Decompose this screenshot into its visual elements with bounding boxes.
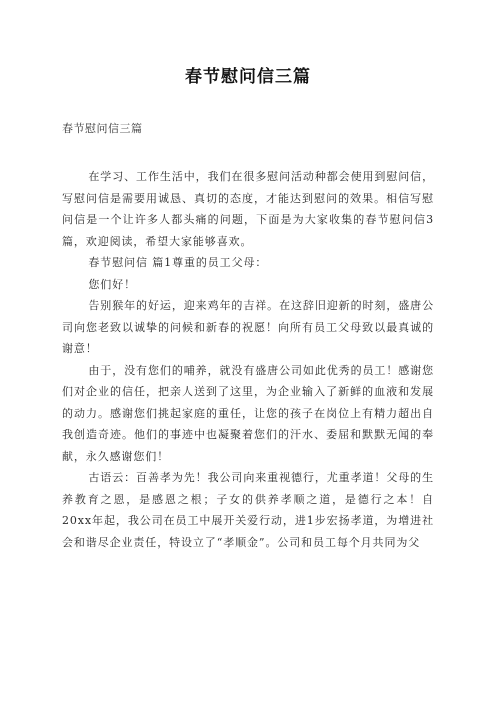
paragraph-new-year-wishes: 告别猴年的好运，迎来鸡年的吉祥。在这辞旧迎新的时刻，盛唐公司向您老致以诚挚的问候和新春的祝愿！向所有员工父母致以最真诚的谢意！: [62, 299, 434, 355]
paragraph-thanks: 由于，没有您们的哺养，就没有盛唐公司如此优秀的员工！感谢您们对企业的信任，把亲人送到了这里，为企业输入了新鲜的血液和发展的动力。感谢您们挑起家庭的重任，让您的孩子在岗位上有精力超出自我创造奇迹。他们的事迹中也凝聚着您们的汗水、委屈和默默无闻的奉献，永久感谢您们！: [62, 363, 434, 463]
paragraph-intro: 在学习、工作生活中，我们在很多慰问活动种都会使用到慰问信，写慰问信是需要用诚恳、真切的态度，才能达到慰问的效果。相信写慰问信是一个让许多人都头痛的问题，下面是为大家收集的春节慰问信3篇，欢迎阅读，希望大家能够喜欢。: [62, 170, 434, 248]
document-subtitle: 春节慰问信三篇: [62, 122, 143, 135]
document-body: [62, 166, 434, 553]
paragraph-greeting: 您们好！: [88, 277, 136, 291]
paragraph-letter-heading: 春节慰问信 篇1尊重的员工父母：: [88, 256, 268, 269]
document-title: 春节慰问信三篇: [185, 67, 311, 87]
paragraph-filial-piety: 古语云：百善孝为先！我公司向来重视德行，尤重孝道！父母的生养教育之恩，是感恩之根；子女的供养孝顺之道，是德行之本！自20xx年起，我公司在员工中展开关爱行动，进1步宏扬孝道，为增进社会和谐尽企业责任，特设立了“孝顺金”。公司和员工每个月共同为父: [62, 471, 434, 549]
